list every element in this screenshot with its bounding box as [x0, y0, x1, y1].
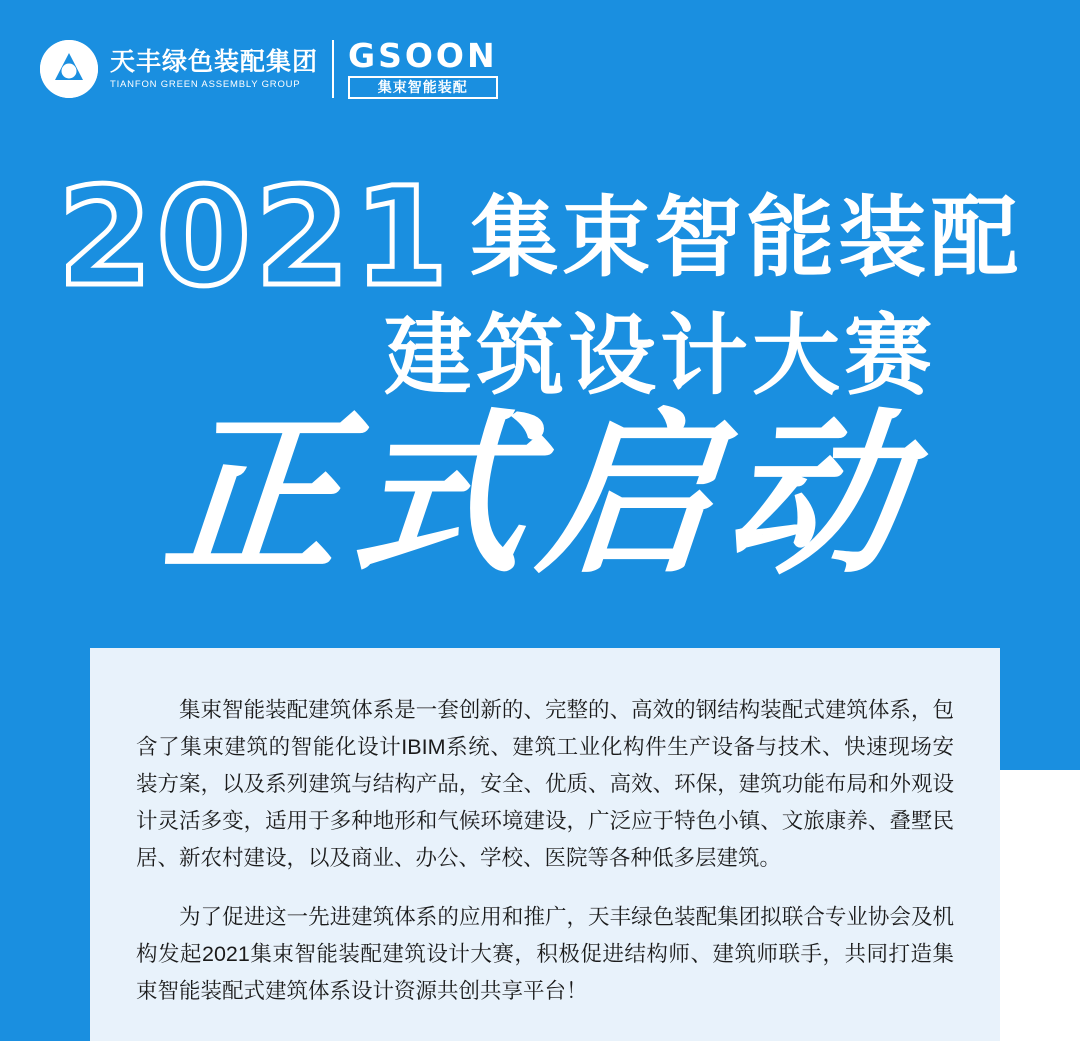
gsoon-wordmark: GSOON: [348, 35, 498, 75]
event-slogan: 正式启动: [157, 393, 924, 598]
tianfon-circle-logo-icon: [40, 40, 98, 98]
company-name-cn: 天丰绿色装配集团: [110, 47, 319, 76]
description-paragraph-1: 集束智能装配建筑体系是一套创新的、完整的、高效的钢结构装配式建筑体系，包含了集束建筑的智能化设计IBIM系统、建筑工业化构件生产设备与技术、快速现场安装方案，以及系列建筑与结构产品，安全、优质、高效、环保，建筑功能布局和外观设计灵活多变，适用于多种地形和气候环境建设，广泛应于特色小镇、文旅康养、叠墅民居、新农村建设，以及商业、办公、学校、医院等各种低多层建筑。: [136, 698, 954, 870]
gsoon-brand-block: [348, 35, 498, 99]
title-row-one: [0, 159, 1080, 317]
description-paragraph-2: 为了促进这一先进建筑体系的应用和推广，天丰绿色装配集团拟联合专业协会及机构发起2021集束智能装配建筑设计大赛，积极促进结构师、建筑师联手，共同打造集束智能装配式建筑体系设计资源共创共享平台！: [136, 904, 954, 1003]
brand-header: [40, 36, 498, 102]
logo-divider: [332, 40, 334, 98]
company-name-en: TIANFON GREEN ASSEMBLY GROUP: [110, 78, 301, 90]
event-title-line-1: 集束智能装配: [470, 187, 1023, 287]
event-year: 2021: [57, 159, 453, 317]
event-title-line-2: 建筑设计大赛: [383, 306, 936, 405]
description-panel: [90, 648, 1000, 1041]
blue-left-strip: [0, 640, 90, 1041]
gsoon-brand-cn: 集束智能装配: [348, 76, 498, 99]
company-name-block: [110, 48, 318, 90]
title-block: [0, 159, 1080, 405]
